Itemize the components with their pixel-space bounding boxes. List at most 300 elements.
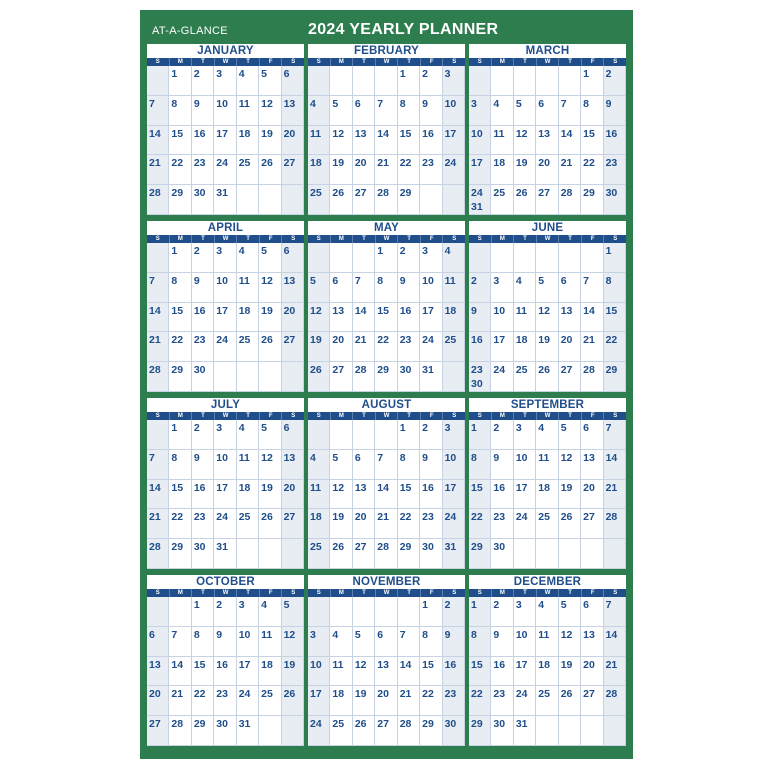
day-cell (375, 185, 397, 215)
day-cell (282, 243, 304, 273)
day-number: 18 (515, 334, 528, 347)
day-cell (214, 273, 236, 303)
day-cell (398, 657, 420, 687)
day-number: 8 (605, 274, 612, 287)
day-cell (237, 627, 259, 657)
day-cell (214, 243, 236, 273)
day-number: 30 (422, 541, 434, 554)
day-cell (259, 273, 281, 303)
weekday-label: T (398, 412, 421, 420)
day-number: 23 (493, 688, 506, 701)
day-number: 29 (422, 718, 434, 731)
day-cell (443, 332, 465, 362)
day-number: 12 (538, 304, 550, 317)
day-number: 9 (493, 451, 500, 464)
day-number: 11 (332, 658, 344, 671)
day-cell (559, 243, 581, 273)
day-number: 21 (605, 658, 618, 671)
day-number: 8 (171, 97, 178, 110)
day-cell (536, 657, 558, 687)
weekday-label: T (559, 412, 582, 420)
day-cell (375, 509, 397, 539)
day-cell (169, 627, 191, 657)
day-cell (491, 273, 513, 303)
month-december (469, 575, 626, 746)
day-cell (282, 657, 304, 687)
day-number: 4 (332, 628, 339, 641)
day-cell (491, 155, 513, 185)
weekday-label: S (613, 236, 618, 242)
day-number: 6 (283, 68, 290, 80)
day-cell (536, 480, 558, 510)
day-number: 9 (216, 628, 223, 641)
day-number: 30 (444, 718, 457, 731)
day-number: 27 (283, 334, 296, 347)
weekday-label: T (559, 589, 582, 597)
day-number: 9 (493, 628, 500, 641)
day-number: 16 (193, 127, 206, 140)
day-cell (169, 96, 191, 126)
day-number: 27 (583, 511, 595, 524)
day-number: 28 (149, 187, 161, 200)
day-cell (147, 66, 169, 96)
day-cell (375, 66, 397, 96)
day-number: 26 (310, 364, 322, 377)
day-cell (559, 273, 581, 303)
day-cell (237, 362, 259, 392)
day-cell (282, 627, 304, 657)
day-number: 17 (216, 304, 228, 317)
day-cell (282, 362, 304, 392)
day-number: 27 (149, 718, 161, 731)
weekday-header (469, 412, 626, 420)
day-cell (443, 303, 465, 333)
day-number: 2 (444, 599, 451, 611)
day-cell (375, 155, 397, 185)
day-cell (192, 362, 214, 392)
day-cell (169, 597, 191, 627)
day-number: 17 (471, 157, 483, 170)
day-cell (469, 273, 491, 303)
day-number: 14 (354, 304, 367, 317)
day-cell (308, 450, 330, 480)
day-cell (398, 597, 420, 627)
day-number: 3 (515, 599, 522, 611)
weekday-label: T (353, 589, 376, 597)
weekday-label: T (192, 58, 215, 66)
day-cell (398, 509, 420, 539)
weekday-label: S (291, 413, 296, 419)
day-cell (259, 716, 281, 746)
day-cell (398, 716, 420, 746)
month-title: AUGUST (361, 399, 412, 411)
day-cell (259, 126, 281, 156)
day-number: 8 (471, 628, 477, 641)
day-number: 7 (583, 274, 589, 287)
day-number: 29 (171, 541, 184, 554)
day-cell (443, 450, 465, 480)
day-number: 17 (216, 127, 228, 140)
day-cell (259, 66, 281, 96)
day-cell (169, 686, 191, 716)
day-number: 21 (377, 157, 389, 170)
weekday-label: T (559, 58, 582, 66)
day-cell (536, 450, 558, 480)
day-number: 24 (515, 688, 528, 701)
day-cell (420, 716, 442, 746)
day-cell (237, 480, 259, 510)
day-cell (559, 450, 581, 480)
day-cell (282, 539, 304, 569)
day-cell (443, 509, 465, 539)
weekday-label: S (452, 59, 457, 65)
day-number: 16 (422, 127, 434, 140)
day-number: 28 (149, 364, 161, 377)
day-number: 12 (515, 127, 528, 140)
day-cell (604, 509, 626, 539)
day-cell (237, 155, 259, 185)
day-cell (420, 362, 442, 392)
weekday-label: S (291, 236, 296, 242)
day-number: 20 (283, 304, 296, 317)
day-cell (375, 716, 397, 746)
day-number: 25 (332, 718, 345, 731)
day-cell (581, 66, 603, 96)
day-cell (237, 686, 259, 716)
day-number: 7 (399, 628, 406, 641)
day-cell (469, 185, 491, 215)
day-number: 26 (261, 334, 273, 347)
day-number: 19 (354, 688, 367, 701)
day-number: 8 (399, 97, 406, 110)
day-number: 10 (238, 628, 251, 641)
day-cell (398, 273, 420, 303)
month-title: JUNE (531, 222, 564, 234)
day-number: 26 (538, 364, 550, 377)
day-number: 17 (444, 127, 457, 140)
day-cell (536, 362, 558, 392)
day-cell (559, 716, 581, 746)
day-cell (469, 96, 491, 126)
day-number: 29 (471, 541, 483, 554)
day-number: 1 (171, 245, 178, 257)
day-number: 7 (605, 422, 612, 434)
day-number: 6 (332, 274, 339, 287)
weekday-label: F (582, 235, 605, 243)
day-cell (192, 66, 214, 96)
weekday-label: M (331, 412, 354, 420)
day-number: 20 (583, 658, 595, 671)
weekday-label: F (260, 589, 283, 597)
day-number: 16 (399, 304, 412, 317)
day-number: 19 (332, 511, 345, 524)
day-number: 22 (471, 688, 483, 701)
day-cell (581, 185, 603, 215)
day-number: 21 (560, 157, 573, 170)
day-cell (514, 243, 536, 273)
weekday-label: S (469, 235, 492, 243)
day-number: 3 (444, 68, 451, 80)
weekday-label: M (492, 589, 515, 597)
day-cell (420, 539, 442, 569)
day-number: 17 (515, 481, 528, 494)
weekday-label: S (452, 590, 457, 596)
day-number: 23 (605, 157, 618, 170)
weekday-header (147, 412, 304, 420)
day-number: 5 (310, 274, 316, 287)
day-number: 23 (193, 334, 206, 347)
weekday-header (308, 412, 465, 420)
day-number: 9 (193, 274, 200, 287)
weekday-label: F (421, 58, 444, 66)
day-cell (536, 96, 558, 126)
day-number: 15 (422, 658, 434, 671)
weekday-label: T (398, 58, 421, 66)
day-cell (420, 657, 442, 687)
day-cell (353, 362, 375, 392)
day-number: 14 (149, 127, 161, 140)
day-cell (559, 509, 581, 539)
day-cell (443, 657, 465, 687)
day-number: 22 (377, 334, 389, 347)
day-cell (353, 480, 375, 510)
day-cell (308, 420, 330, 450)
day-number: 26 (560, 511, 573, 524)
day-cell (353, 716, 375, 746)
day-number: 1 (377, 245, 384, 257)
weekday-label: M (170, 235, 193, 243)
months-grid (147, 44, 626, 745)
day-cell (308, 597, 330, 627)
day-cell (420, 597, 442, 627)
day-cell (237, 450, 259, 480)
day-number: 18 (238, 127, 251, 140)
weekday-label: W (215, 412, 238, 420)
day-cell (491, 539, 513, 569)
day-cell (330, 686, 352, 716)
day-cell (192, 627, 214, 657)
day-cell (581, 96, 603, 126)
day-number: 12 (310, 304, 322, 317)
day-number: 5 (332, 451, 339, 464)
day-cell (581, 686, 603, 716)
day-number: 25 (238, 334, 251, 347)
day-number: 4 (261, 599, 267, 611)
weekday-label: W (376, 58, 399, 66)
day-cell (259, 657, 281, 687)
day-number: 1 (471, 599, 477, 611)
day-number: 28 (605, 511, 618, 524)
day-number: 15 (583, 127, 595, 140)
weekday-header (469, 589, 626, 597)
day-number: 23 (471, 364, 483, 377)
day-cell (237, 332, 259, 362)
day-number: 2 (193, 68, 200, 80)
day-cell (559, 597, 581, 627)
weekday-header (308, 58, 465, 66)
day-cell (282, 686, 304, 716)
day-cell (604, 185, 626, 215)
day-cell (469, 66, 491, 96)
day-cell (536, 66, 558, 96)
day-cell (559, 362, 581, 392)
day-number: 13 (354, 127, 367, 140)
day-number: 24 (216, 511, 228, 524)
day-number: 30 (493, 541, 506, 554)
day-number: 19 (538, 334, 550, 347)
day-number: 14 (149, 481, 161, 494)
day-cell (536, 303, 558, 333)
day-number: 4 (444, 245, 451, 257)
day-number: 20 (354, 511, 367, 524)
day-number: 18 (261, 658, 273, 671)
day-cell (192, 332, 214, 362)
day-number: 28 (605, 688, 618, 701)
day-number: 2 (193, 422, 200, 434)
day-number: 26 (332, 187, 345, 200)
weekday-label: M (170, 412, 193, 420)
day-number: 20 (583, 481, 595, 494)
day-number: 6 (583, 422, 589, 434)
day-cell (214, 627, 236, 657)
day-cell (308, 362, 330, 392)
weekday-label: W (537, 589, 560, 597)
day-number: 10 (493, 304, 506, 317)
day-cell (214, 66, 236, 96)
day-cell (398, 450, 420, 480)
day-cell (214, 96, 236, 126)
day-number: 1 (583, 68, 589, 80)
day-cell (192, 273, 214, 303)
day-number: 21 (149, 511, 161, 524)
day-number: 26 (354, 718, 367, 731)
day-cell (398, 243, 420, 273)
day-cell (237, 273, 259, 303)
day-cell (491, 332, 513, 362)
day-number: 10 (471, 127, 483, 140)
day-cell (169, 539, 191, 569)
planner-poster (140, 10, 633, 759)
day-cell (330, 362, 352, 392)
day-cell (514, 420, 536, 450)
day-number: 2 (422, 422, 428, 434)
day-cell (214, 420, 236, 450)
day-number: 3 (216, 68, 223, 80)
day-cell (536, 627, 558, 657)
day-cell (259, 243, 281, 273)
day-cell (169, 185, 191, 215)
day-number: 18 (538, 481, 550, 494)
day-number: 25 (538, 511, 550, 524)
day-number: 30 (193, 187, 206, 200)
day-number: 15 (399, 127, 412, 140)
weekday-label: W (376, 235, 399, 243)
day-cell (237, 597, 259, 627)
day-number: 3 (493, 274, 500, 287)
day-number: 20 (332, 334, 345, 347)
day-number: 6 (283, 422, 290, 434)
day-cell (308, 509, 330, 539)
day-number: 20 (377, 688, 389, 701)
day-number: 11 (310, 127, 322, 140)
day-number: 27 (332, 364, 345, 377)
day-number: 13 (283, 97, 296, 110)
day-cell (514, 627, 536, 657)
day-cell (147, 303, 169, 333)
day-cell (443, 539, 465, 569)
day-cell (192, 243, 214, 273)
day-cell (604, 686, 626, 716)
day-cell (147, 185, 169, 215)
day-number: 15 (605, 304, 618, 317)
day-cell (375, 450, 397, 480)
month-title: NOVEMBER (352, 576, 421, 588)
weekday-label: F (582, 58, 605, 66)
weekday-label: F (582, 589, 605, 597)
day-number: 27 (538, 187, 550, 200)
day-number: 1 (399, 422, 406, 434)
day-number: 15 (399, 481, 412, 494)
weekday-label: W (215, 589, 238, 597)
day-number: 7 (354, 274, 361, 287)
day-cell (559, 155, 581, 185)
weekday-header (147, 58, 304, 66)
day-cell (192, 185, 214, 215)
day-number: 24 (310, 718, 322, 731)
day-cell (581, 509, 603, 539)
day-number: 8 (583, 97, 589, 110)
day-cell (169, 155, 191, 185)
day-cell (147, 450, 169, 480)
weekday-label: S (308, 412, 331, 420)
day-cell (282, 303, 304, 333)
weekday-label: T (514, 58, 537, 66)
day-cell (420, 96, 442, 126)
day-cell (192, 303, 214, 333)
day-number: 19 (515, 157, 528, 170)
day-cell (353, 539, 375, 569)
weekday-header (147, 235, 304, 243)
day-number: 11 (538, 451, 550, 464)
day-cell (420, 155, 442, 185)
weekday-label: T (559, 235, 582, 243)
day-number: 23 (493, 511, 506, 524)
month-title: JULY (210, 399, 241, 411)
day-cell (443, 126, 465, 156)
day-number: 12 (332, 481, 345, 494)
weekday-label: S (613, 59, 618, 65)
day-cell (581, 627, 603, 657)
day-cell (469, 716, 491, 746)
day-number: 6 (283, 245, 290, 257)
day-cell (237, 539, 259, 569)
day-cell (147, 273, 169, 303)
day-cell (259, 420, 281, 450)
day-cell (443, 66, 465, 96)
day-number: 5 (354, 628, 361, 641)
day-number: 20 (283, 481, 296, 494)
day-cell (169, 273, 191, 303)
day-number: 10 (422, 274, 434, 287)
day-cell (169, 420, 191, 450)
month-march (469, 44, 626, 215)
day-number: 22 (171, 157, 184, 170)
weekday-label: M (331, 589, 354, 597)
day-cell (214, 126, 236, 156)
weekday-label: F (421, 589, 444, 597)
weekday-label: F (260, 412, 283, 420)
day-cell (581, 597, 603, 627)
